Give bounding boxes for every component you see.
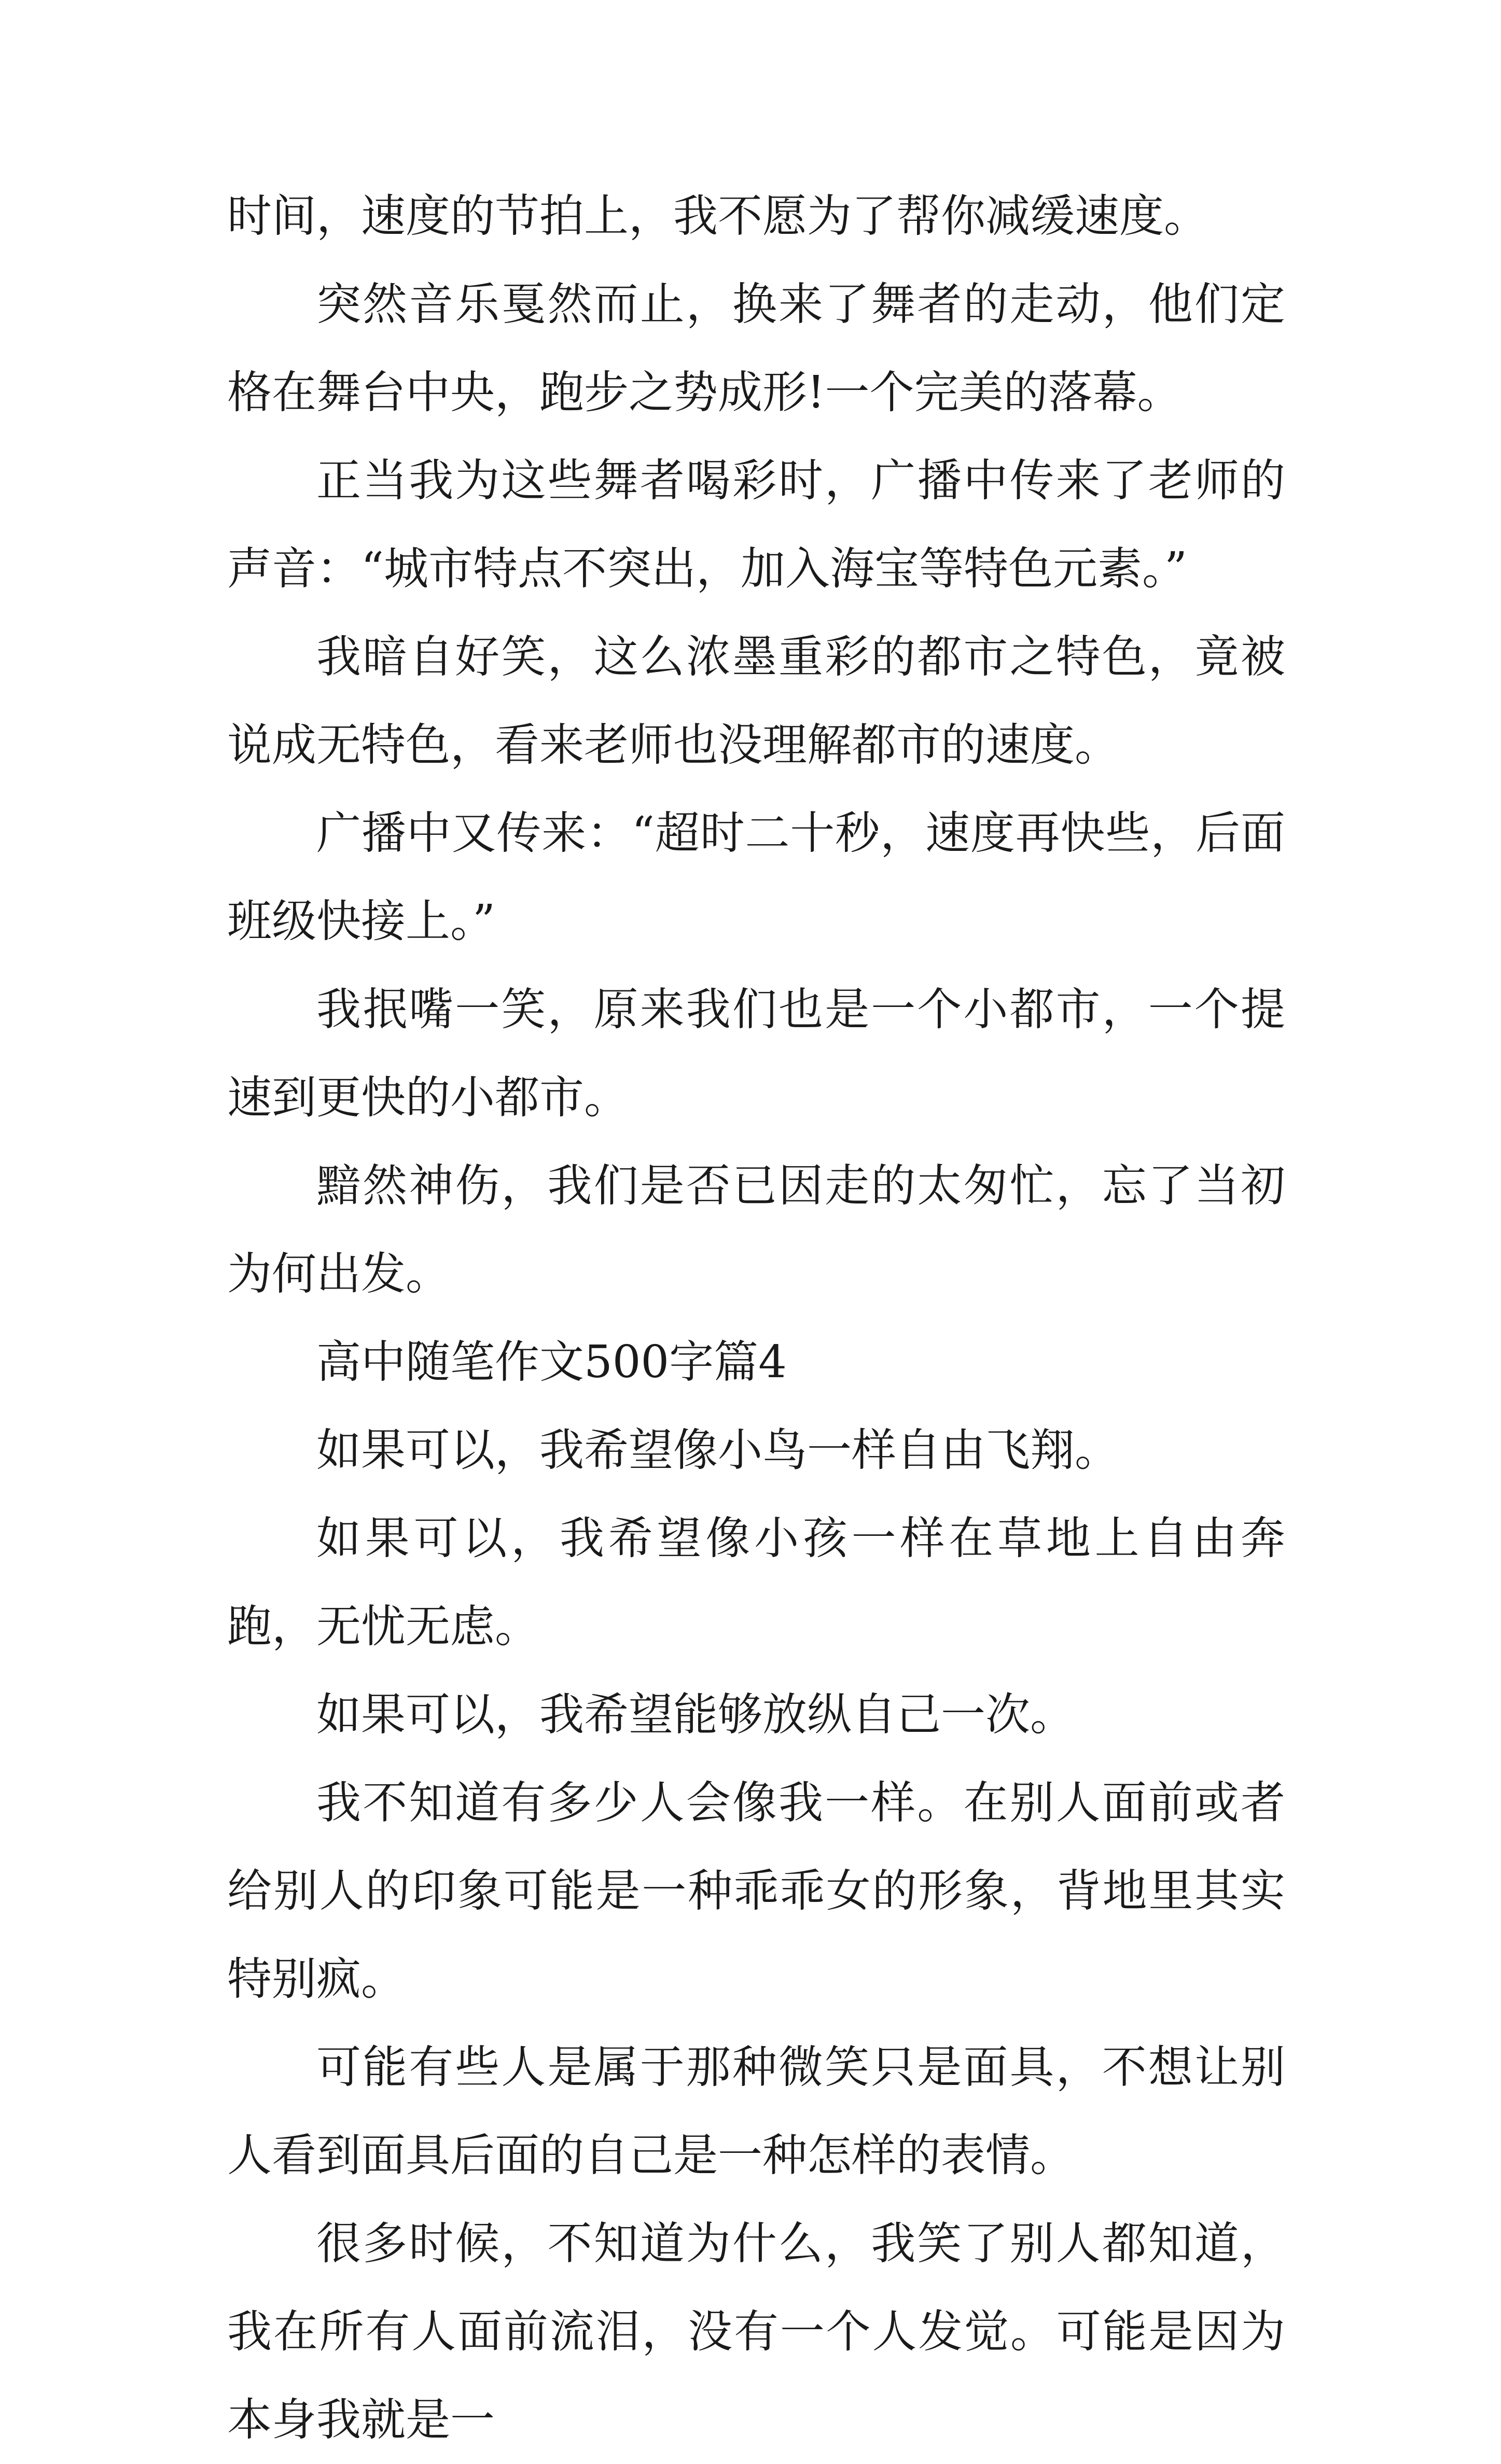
paragraph: 如果可以，我希望能够放纵自己一次。 (316, 1689, 1075, 1741)
section-heading: 高中随笔作文500字篇4 (316, 1336, 787, 1388)
paragraph: 我不知道有多少人会像我一样。在别人面前或者给别人的印象可能是一种乖乖女的形象，背地里其实特别疯。 (227, 1777, 1285, 2005)
paragraph: 如果可以，我希望像小孩一样在草地上自由奔跑，无忧无虑。 (227, 1513, 1285, 1653)
paragraph: 广播中又传来：“超时二十秒，速度再快些，后面班级快接上。” (227, 807, 1285, 947)
paragraph: 很多时候，不知道为什么，我笑了别人都知道，我在所有人面前流泪，没有一个人发觉。可能是因为本身我就是一 (227, 2218, 1285, 2446)
paragraph: 黯然神伤，我们是否已因走的太匆忙，忘了当初为何出发。 (227, 1160, 1285, 1300)
paragraph: 正当我为这些舞者喝彩时，广播中传来了老师的声音：“城市特点不突出，加入海宝等特色元素。” (227, 455, 1285, 595)
essay-text (227, 172, 1285, 2464)
paragraph: 突然音乐戛然而止，换来了舞者的走动，他们定格在舞台中央，跑步之势成形!一个完美的落幕。 (227, 278, 1285, 418)
paragraph: 可能有些人是属于那种微笑只是面具，不想让别人看到面具后面的自己是一种怎样的表情。 (227, 2041, 1285, 2181)
paragraph: 我暗自好笑，这么浓墨重彩的都市之特色，竟被说成无特色，看来老师也没理解都市的速度。 (227, 631, 1285, 771)
paragraph: 如果可以，我希望像小鸟一样自由飞翔。 (316, 1424, 1119, 1476)
paragraph-continuation: 时间，速度的节拍上，我不愿为了帮你减缓速度。 (227, 190, 1208, 242)
paragraph: 我抿嘴一笑，原来我们也是一个小都市，一个提速到更快的小都市。 (227, 984, 1285, 1124)
